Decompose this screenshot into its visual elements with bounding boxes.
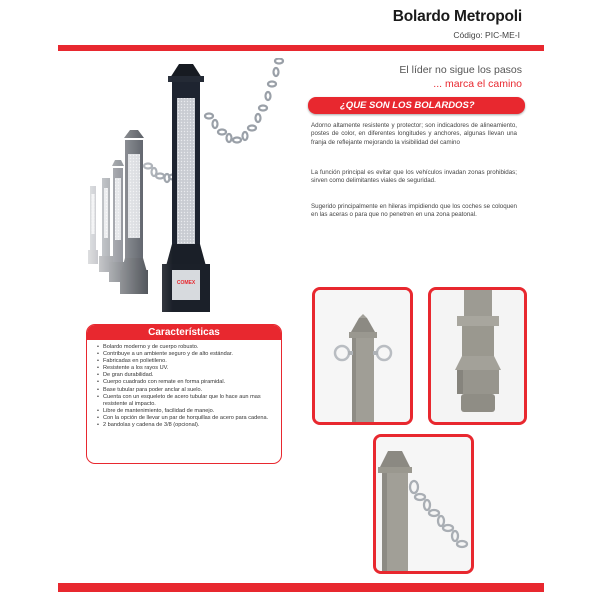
- characteristic-item: • Contribuye a un ambiente seguro y de alto estándar.: [97, 351, 277, 358]
- question-paragraph-3: Sugerido principalmente en hileras impidiendo que los coches se coloquen en las aceras o para que no penetren en una zona peatonal.: [311, 203, 517, 219]
- question-heading: ¿QUE SON LOS BOLARDOS?: [308, 97, 525, 114]
- bottom-red-bar: [58, 583, 544, 592]
- detail-photo-top: [312, 287, 413, 425]
- characteristic-item: • Con la opción de llevar un par de horquillas de acero para cadena.: [97, 415, 277, 422]
- characteristic-item: • Cuenta con un esqueleto de acero tubular que lo hace aun mas resistente al impacto.: [97, 394, 277, 408]
- detail-photo-chain: [373, 434, 474, 574]
- characteristics-heading: Características: [87, 325, 281, 340]
- characteristic-item: • Base tubular para poder anclar al suelo.: [97, 387, 277, 394]
- top-red-bar: [58, 45, 544, 51]
- characteristics-panel: [86, 324, 282, 464]
- question-paragraph-2: La función principal es evitar que los vehículos invadan zonas prohibidas; sirven como delimitantes viales de seguridad.: [311, 169, 517, 185]
- characteristics-list: [97, 344, 277, 429]
- product-title: Bolardo Metropoli: [392, 8, 522, 25]
- characteristic-item: • Fabricadas en polietileno.: [97, 358, 277, 365]
- characteristic-item: • De gran durabilidad.: [97, 372, 277, 379]
- slogan-line-1: El líder no sigue los pasos: [399, 64, 522, 76]
- question-paragraph-1: Adorno altamente resistente y protector; son indicadores de alineamiento, postes de color, en diferentes longitudes y anchores, algunas llevan una franja de reflejante mejorando la visibilidad del camino: [311, 122, 517, 146]
- characteristic-item: • Bolardo moderno y de cuerpo robusto.: [97, 344, 277, 351]
- detail-photo-base: [428, 287, 527, 425]
- slogan-line-2: ... marca el camino: [433, 78, 522, 90]
- characteristic-item: • Resistente a los rayos UV.: [97, 365, 277, 372]
- characteristic-item: • Libre de mantenimiento, facilidad de manejo.: [97, 408, 277, 415]
- characteristic-item: • Cuerpo cuadrado con remate en forma piramidal.: [97, 379, 277, 386]
- product-code: Código: PIC-ME-I: [453, 30, 520, 40]
- hero-bollards-image: [72, 58, 296, 318]
- characteristic-item: • 2 bandolas y cadena de 3/8 (opcional).: [97, 422, 277, 429]
